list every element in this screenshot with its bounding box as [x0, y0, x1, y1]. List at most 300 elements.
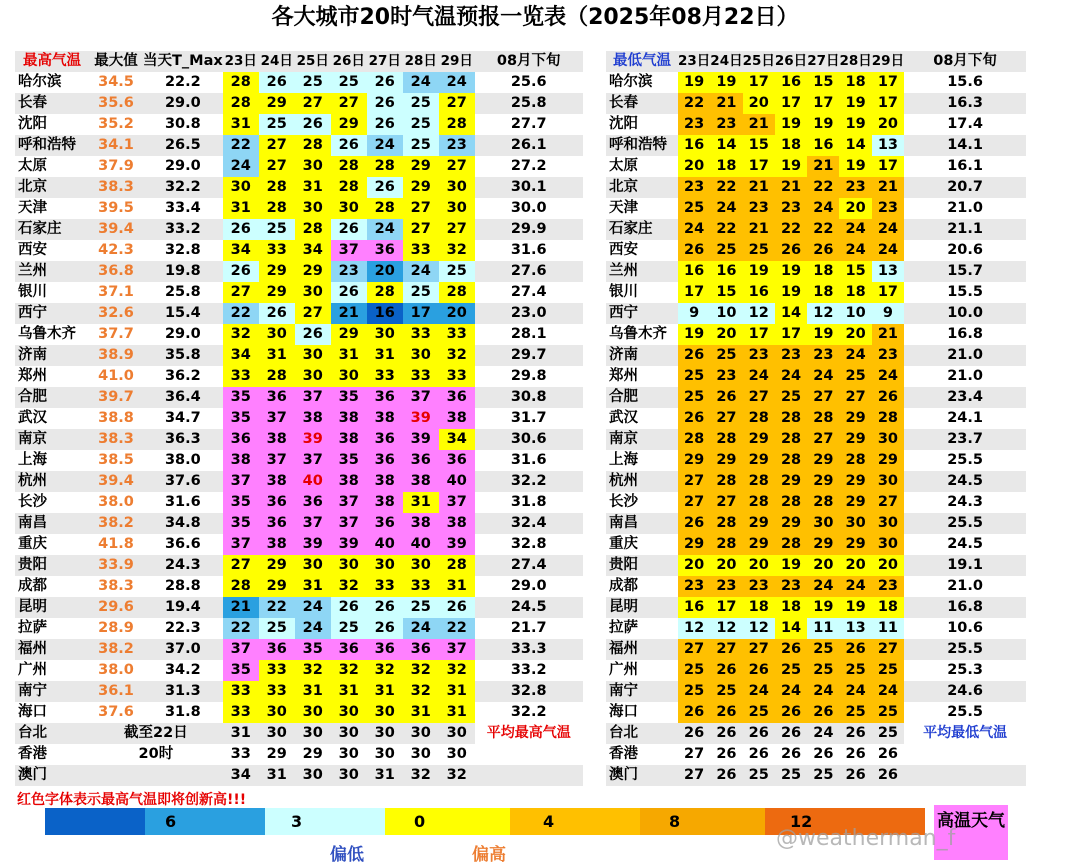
forecast-cell: 26: [839, 723, 871, 744]
forecast-cell: 28: [743, 408, 775, 429]
forecast-cell: 36: [259, 639, 295, 660]
forecast-cell: 27: [331, 93, 367, 114]
table-row: [606, 282, 1026, 303]
city-name: 西宁: [606, 303, 678, 324]
table-cell: 39.5: [98, 200, 134, 216]
legend-tick: 6: [165, 812, 177, 831]
table-cell: 30.6: [475, 429, 583, 450]
forecast-cell: 27: [743, 639, 775, 660]
forecast-cell: 23: [872, 345, 904, 366]
city-name: 昆明: [15, 597, 89, 618]
forecast-cell: 38: [259, 471, 295, 492]
forecast-cell: 17: [807, 93, 839, 114]
forecast-cell: 33: [403, 366, 439, 387]
city-name: 南宁: [606, 681, 678, 702]
forecast-cell: 25: [872, 660, 904, 681]
forecast-cell: 15: [710, 282, 742, 303]
forecast-cell: 36: [295, 492, 331, 513]
table-row: [15, 387, 583, 408]
forecast-cell: 17: [743, 156, 775, 177]
forecast-cell: 30: [403, 723, 439, 744]
forecast-cell: 26: [331, 597, 367, 618]
forecast-cell: 20: [678, 156, 710, 177]
table-cell: 41.0: [98, 368, 134, 384]
table-cell: 16.8: [904, 597, 1026, 618]
forecast-cell: 16: [807, 135, 839, 156]
table-cell: 29.0: [510, 578, 547, 594]
forecast-cell: 17: [775, 93, 807, 114]
forecast-cell: 26: [367, 114, 403, 135]
table-row: [15, 744, 583, 765]
forecast-cell: 28: [743, 471, 775, 492]
forecast-cell: 18: [775, 597, 807, 618]
forecast-cell: 38: [367, 492, 403, 513]
forecast-cell: 24: [775, 681, 807, 702]
forecast-cell: 26: [259, 72, 295, 93]
forecast-cell: 23: [775, 345, 807, 366]
forecast-cell: 36: [367, 429, 403, 450]
forecast-cell: 24: [295, 618, 331, 639]
forecast-cell: 31: [223, 723, 259, 744]
forecast-cell: 32: [403, 765, 439, 786]
table-cell: 39.4: [89, 219, 143, 240]
forecast-cell: 37: [439, 639, 475, 660]
forecast-cell: 24: [872, 681, 904, 702]
forecast-cell: 29: [259, 555, 295, 576]
forecast-cell: 26: [678, 723, 710, 744]
forecast-cell: 30: [295, 366, 331, 387]
table-row: [15, 681, 583, 702]
table-cell: 23.7: [904, 429, 1026, 450]
legend-high-label: 偏高: [472, 845, 506, 865]
table-row: [15, 513, 583, 534]
forecast-cell: 37: [259, 450, 295, 471]
forecast-cell: 24: [807, 723, 839, 744]
forecast-cell: 23: [710, 576, 742, 597]
forecast-cell: 33: [367, 576, 403, 597]
table-cell: 23.4: [904, 387, 1026, 408]
city-name: 南京: [15, 429, 89, 450]
table-cell: 36.6: [164, 536, 201, 552]
forecast-cell: 21: [807, 156, 839, 177]
forecast-cell: 28: [439, 114, 475, 135]
forecast-cell: 33: [403, 324, 439, 345]
table-cell: 15.5: [947, 284, 983, 300]
city-name: 澳门: [606, 765, 678, 786]
forecast-cell: 22: [807, 219, 839, 240]
forecast-cell: 30: [872, 534, 904, 555]
forecast-cell: 33: [259, 660, 295, 681]
table-cell: 25.5: [947, 452, 983, 468]
forecast-cell: 38: [439, 408, 475, 429]
forecast-cell: 33: [403, 240, 439, 261]
forecast-cell: 24: [807, 681, 839, 702]
table-cell: 28.9: [98, 620, 134, 636]
forecast-cell: 22: [223, 618, 259, 639]
forecast-cell: 13: [872, 135, 904, 156]
forecast-cell: 40: [403, 534, 439, 555]
forecast-cell: 17: [710, 597, 742, 618]
forecast-cell: 16: [367, 303, 403, 324]
forecast-cell: 20: [807, 555, 839, 576]
forecast-cell: 29: [259, 93, 295, 114]
city-name: 福州: [15, 639, 89, 660]
forecast-cell: 38: [259, 534, 295, 555]
forecast-cell: 25: [403, 597, 439, 618]
forecast-cell: 29: [743, 534, 775, 555]
forecast-cell: 20: [839, 555, 871, 576]
forecast-cell: 37: [223, 534, 259, 555]
forecast-cell: 12: [710, 618, 742, 639]
table-row: [15, 492, 583, 513]
forecast-cell: 25: [403, 93, 439, 114]
forecast-cell: 17: [678, 282, 710, 303]
forecast-cell: 25: [710, 681, 742, 702]
city-name: 乌鲁木齐: [609, 326, 667, 342]
forecast-cell: 31: [403, 492, 439, 513]
table-row: [606, 240, 1026, 261]
table-row: [15, 639, 583, 660]
table-cell: 27.4: [510, 284, 547, 300]
forecast-cell: 27: [710, 408, 742, 429]
table-cell: 38.2: [89, 639, 143, 660]
forecast-cell: 38: [439, 513, 475, 534]
table-cell: 24.6: [904, 681, 1026, 702]
table-cell: 17.4: [947, 116, 983, 132]
forecast-cell: 30: [295, 156, 331, 177]
table-cell: 34.5: [98, 74, 134, 90]
table-row: [606, 723, 1026, 744]
forecast-cell: 26: [710, 660, 742, 681]
city-name: 哈尔滨: [609, 74, 653, 90]
forecast-cell: 25: [775, 660, 807, 681]
forecast-cell: 19: [775, 282, 807, 303]
table-cell: 14.1: [904, 135, 1026, 156]
table-row: [606, 114, 1026, 135]
forecast-cell: 36: [259, 492, 295, 513]
forecast-cell: 27: [807, 429, 839, 450]
forecast-cell: 27: [678, 639, 710, 660]
forecast-cell: 16: [678, 135, 710, 156]
table-cell: 24.3: [947, 494, 983, 510]
forecast-cell: 31: [295, 681, 331, 702]
table-cell: 21.0: [947, 200, 983, 216]
forecast-cell: 25: [775, 765, 807, 786]
forecast-cell: 36: [439, 387, 475, 408]
forecast-cell: 27: [872, 492, 904, 513]
forecast-cell: 25: [678, 660, 710, 681]
forecast-cell: 23: [710, 114, 742, 135]
forecast-cell: 30: [295, 555, 331, 576]
forecast-cell: 29: [678, 534, 710, 555]
forecast-cell: 32: [439, 765, 475, 786]
city-name: 重庆: [609, 536, 638, 552]
table-cell: 29.7: [475, 345, 583, 366]
forecast-cell: 19: [839, 93, 871, 114]
forecast-cell: 28: [223, 93, 259, 114]
table-cell: 36.8: [89, 261, 143, 282]
forecast-cell: 23: [839, 177, 871, 198]
forecast-cell: 31: [439, 702, 475, 723]
note-cell: 20时: [138, 746, 174, 762]
forecast-cell: 24: [872, 240, 904, 261]
table-row: [15, 135, 583, 156]
table-row: [15, 534, 583, 555]
forecast-cell: 27: [403, 198, 439, 219]
city-name: 合肥: [606, 387, 678, 408]
forecast-cell: 19: [807, 114, 839, 135]
legend-swatch: [265, 808, 385, 835]
table-cell: 20.6: [947, 242, 983, 258]
table-cell: 33.9: [89, 555, 143, 576]
column-header: 28日: [839, 51, 871, 72]
forecast-cell: 36: [367, 240, 403, 261]
forecast-cell: 26: [678, 513, 710, 534]
table-row: [606, 744, 1026, 765]
forecast-cell: 18: [743, 597, 775, 618]
forecast-cell: 19: [743, 261, 775, 282]
forecast-cell: 28: [775, 429, 807, 450]
table-row: [15, 618, 583, 639]
table-row: [606, 303, 1026, 324]
forecast-cell: 24: [403, 72, 439, 93]
forecast-cell: 29: [839, 492, 871, 513]
forecast-cell: 26: [367, 72, 403, 93]
table-cell: 26.1: [475, 135, 583, 156]
forecast-cell: 39: [403, 429, 439, 450]
forecast-cell: 29: [266, 746, 287, 762]
forecast-cell: 25: [259, 114, 295, 135]
forecast-cell: 18: [807, 282, 839, 303]
forecast-cell: 25: [295, 72, 331, 93]
city-name: 成都: [18, 578, 47, 594]
forecast-cell: 37: [295, 387, 331, 408]
city-name: 郑州: [609, 368, 638, 384]
forecast-cell: 25: [807, 639, 839, 660]
forecast-cell: 33: [439, 324, 475, 345]
forecast-cell: 15: [839, 261, 871, 282]
forecast-cell: 25: [839, 702, 871, 723]
forecast-cell: 25: [403, 282, 439, 303]
forecast-cell: 38: [367, 408, 403, 429]
forecast-cell: 23: [331, 261, 367, 282]
forecast-cell: 27: [439, 93, 475, 114]
forecast-cell: 29: [403, 156, 439, 177]
city-name: 银川: [609, 284, 638, 300]
forecast-cell: 26: [716, 746, 737, 762]
forecast-cell: 24: [839, 240, 871, 261]
forecast-cell: 21: [710, 93, 742, 114]
forecast-cell: 32: [439, 660, 475, 681]
city-name: 北京: [606, 177, 678, 198]
table-cell: 31.6: [164, 494, 201, 510]
forecast-cell: 24: [743, 366, 775, 387]
table-cell: 29.8: [510, 368, 547, 384]
forecast-cell: 36: [259, 387, 295, 408]
city-name: 武汉: [18, 410, 47, 426]
city-name: 长沙: [18, 494, 47, 510]
forecast-cell: 23: [678, 177, 710, 198]
forecast-cell: 22: [710, 219, 742, 240]
table-row: [15, 597, 583, 618]
table-row: [606, 156, 1026, 177]
forecast-cell: 30: [331, 198, 367, 219]
column-header: 24日: [710, 51, 742, 72]
forecast-cell: 28: [367, 282, 403, 303]
city-name: 西安: [18, 242, 47, 258]
forecast-cell: 25: [872, 702, 904, 723]
forecast-cell: 32: [295, 660, 331, 681]
forecast-cell: 30: [403, 345, 439, 366]
forecast-cell: 25: [743, 702, 775, 723]
column-header: 23日: [678, 51, 710, 72]
forecast-cell: 28: [295, 219, 331, 240]
forecast-cell: 30: [367, 324, 403, 345]
table-row: [606, 93, 1026, 114]
forecast-cell: 24: [439, 72, 475, 93]
forecast-cell: 17: [403, 303, 439, 324]
forecast-cell: 30: [446, 746, 467, 762]
forecast-cell: 25: [775, 387, 807, 408]
table-cell: 37.0: [143, 639, 223, 660]
table-cell: 22.2: [164, 74, 201, 90]
column-header: 当天T_Max: [143, 51, 223, 72]
forecast-cell: 14: [775, 303, 807, 324]
legend-tick: 0: [414, 812, 426, 831]
column-header: 最高气温: [15, 51, 89, 72]
table-row: [15, 723, 583, 744]
forecast-cell: 20: [839, 198, 871, 219]
table-row: [606, 177, 1026, 198]
forecast-cell: 22: [678, 93, 710, 114]
city-name: 上海: [609, 452, 638, 468]
table-row: [606, 702, 1026, 723]
table-cell: 30.8: [164, 116, 201, 132]
forecast-cell: 32: [439, 240, 475, 261]
forecast-cell: 31: [295, 177, 331, 198]
forecast-cell: 30: [367, 555, 403, 576]
table-cell: 20.7: [904, 177, 1026, 198]
forecast-cell: 28: [839, 450, 871, 471]
forecast-cell: 29: [872, 450, 904, 471]
forecast-cell: 21: [331, 303, 367, 324]
forecast-cell: 30: [872, 429, 904, 450]
forecast-cell: 29: [775, 471, 807, 492]
forecast-cell: 17: [872, 282, 904, 303]
forecast-cell: 30: [367, 723, 403, 744]
forecast-cell: 16: [775, 72, 807, 93]
forecast-cell: 28: [710, 513, 742, 534]
forecast-cell: 24: [223, 156, 259, 177]
forecast-cell: 20: [439, 303, 475, 324]
forecast-cell: 25: [839, 660, 871, 681]
forecast-cell: 36: [259, 513, 295, 534]
note-cell: [89, 765, 223, 786]
city-name: 太原: [18, 158, 47, 174]
forecast-cell: 27: [223, 555, 259, 576]
table-row: [15, 198, 583, 219]
forecast-cell: 32: [223, 324, 259, 345]
forecast-cell: 28: [807, 492, 839, 513]
forecast-cell: 27: [295, 303, 331, 324]
table-row: [606, 366, 1026, 387]
forecast-cell: 21: [775, 177, 807, 198]
forecast-cell: 23: [743, 576, 775, 597]
table-cell: 15.4: [143, 303, 223, 324]
forecast-cell: 30: [439, 723, 475, 744]
forecast-cell: 28: [678, 429, 710, 450]
table-row: [15, 177, 583, 198]
forecast-cell: 29: [775, 513, 807, 534]
forecast-cell: 20: [872, 114, 904, 135]
table-cell: 29.9: [475, 219, 583, 240]
table-cell: 21.0: [904, 345, 1026, 366]
column-header: 27日: [807, 51, 839, 72]
forecast-cell: 17: [743, 72, 775, 93]
forecast-cell: 30: [872, 513, 904, 534]
forecast-cell: 30: [410, 746, 431, 762]
forecast-cell: 10: [839, 303, 871, 324]
forecast-cell: 33: [367, 366, 403, 387]
table-row: [606, 198, 1026, 219]
column-header: 26日: [775, 51, 807, 72]
forecast-cell: 38: [331, 408, 367, 429]
table-cell: 31.7: [510, 410, 547, 426]
table-cell: 29.6: [89, 597, 143, 618]
forecast-cell: 31: [439, 576, 475, 597]
forecast-cell: 30: [439, 177, 475, 198]
table-cell: 24.5: [904, 471, 1026, 492]
forecast-cell: 24: [743, 681, 775, 702]
table-cell: 16.1: [947, 158, 983, 174]
forecast-cell: 10: [710, 303, 742, 324]
note-cell: 截至22日: [89, 723, 223, 744]
forecast-cell: 20: [710, 324, 742, 345]
table-row: [606, 324, 1026, 345]
forecast-cell: 38: [331, 471, 367, 492]
forecast-cell: 24: [807, 198, 839, 219]
legend-low-label: 偏低: [330, 845, 364, 865]
forecast-cell: 24: [839, 576, 871, 597]
forecast-cell: 28: [439, 282, 475, 303]
forecast-cell: 24: [807, 366, 839, 387]
forecast-cell: 13: [839, 618, 871, 639]
forecast-cell: 28: [439, 555, 475, 576]
forecast-cell: 35: [223, 408, 259, 429]
forecast-cell: 30: [338, 746, 359, 762]
forecast-cell: 31: [367, 765, 403, 786]
city-name: 南昌: [606, 513, 678, 534]
forecast-cell: 36: [367, 450, 403, 471]
forecast-cell: 12: [678, 618, 710, 639]
forecast-cell: 32: [367, 660, 403, 681]
column-header: 25日: [743, 51, 775, 72]
hot-weather-box: 高温天气: [934, 805, 1008, 860]
forecast-cell: 26: [872, 765, 904, 786]
forecast-cell: 36: [403, 639, 439, 660]
table-cell: 34.2: [164, 662, 201, 678]
table-cell: 24.1: [947, 410, 983, 426]
forecast-cell: 38: [295, 408, 331, 429]
forecast-cell: 11: [807, 618, 839, 639]
record-note: 红色字体表示最高气温即将创新高!!!: [17, 792, 247, 808]
table-cell: 15.7: [904, 261, 1026, 282]
forecast-cell: 27: [710, 492, 742, 513]
table-cell: 24.3: [143, 555, 223, 576]
forecast-cell: 28: [710, 534, 742, 555]
table-cell: 33.4: [164, 200, 201, 216]
forecast-cell: 28: [223, 576, 259, 597]
